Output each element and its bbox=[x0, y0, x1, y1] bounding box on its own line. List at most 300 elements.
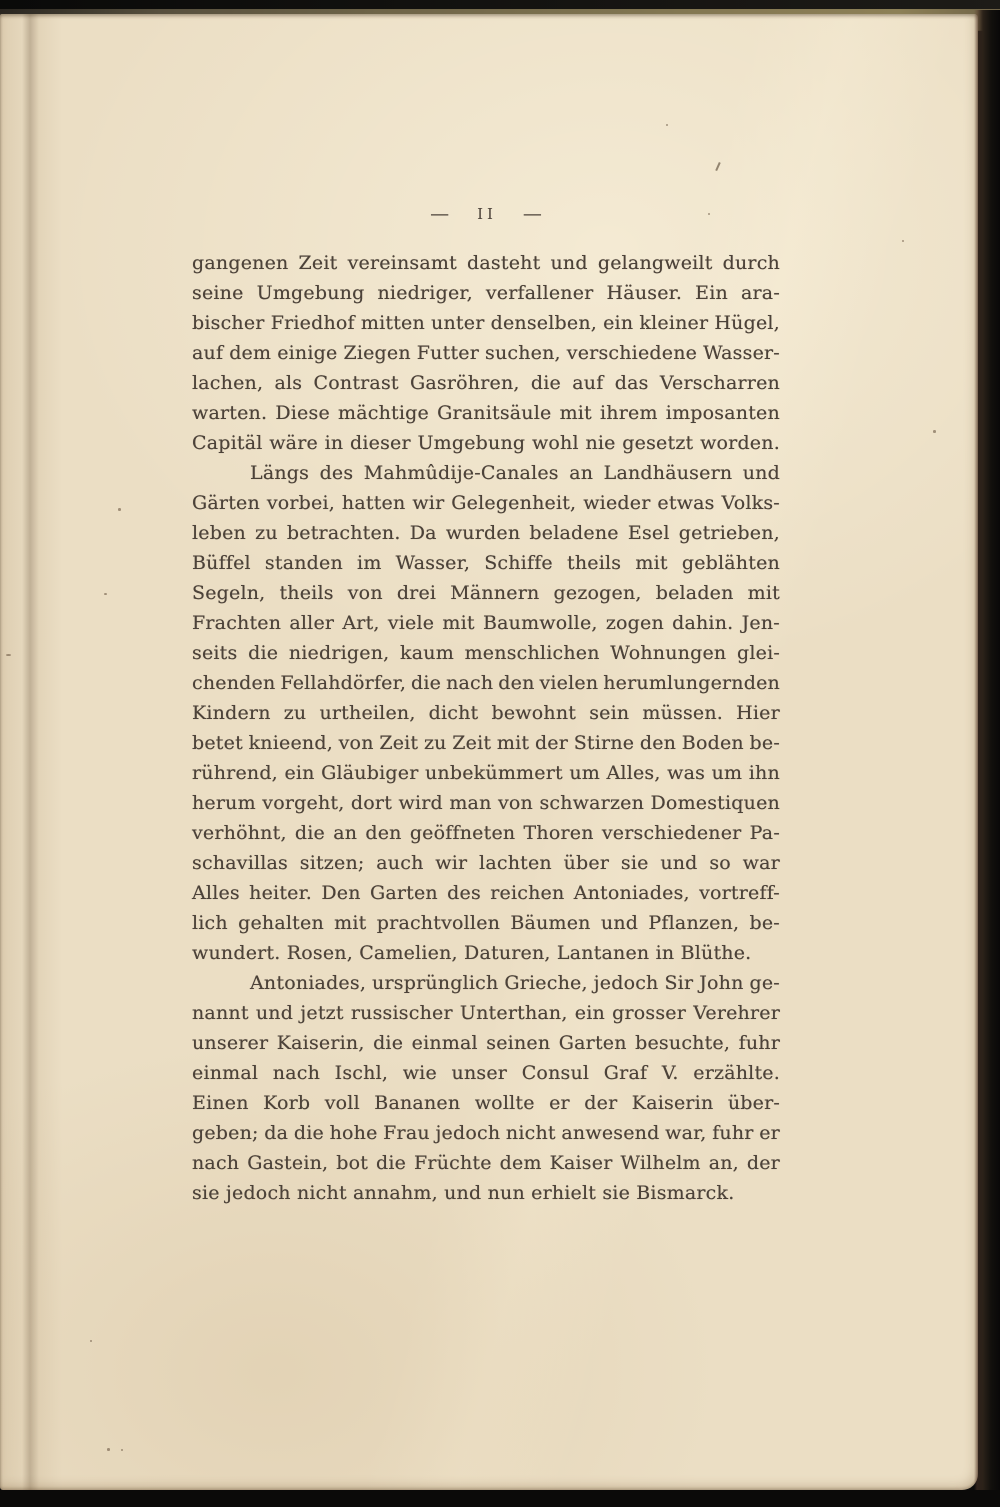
word: theils bbox=[279, 582, 334, 604]
word: gelangweilt bbox=[597, 252, 713, 274]
word: aller bbox=[289, 612, 335, 634]
word: knieend, bbox=[248, 732, 333, 754]
word: dahin. bbox=[672, 612, 734, 634]
text-line bbox=[192, 1118, 780, 1148]
word: geöffneten bbox=[409, 822, 516, 844]
word: Segeln, bbox=[192, 582, 266, 604]
word: den bbox=[365, 822, 402, 844]
word: zu bbox=[255, 522, 278, 544]
text-line bbox=[192, 398, 780, 428]
text-line bbox=[192, 1028, 780, 1058]
word: Zeit bbox=[452, 732, 492, 754]
word: an bbox=[333, 822, 358, 844]
word: auf bbox=[572, 372, 604, 394]
text-line bbox=[192, 578, 780, 608]
paper-speck bbox=[666, 124, 668, 126]
word: Alles bbox=[192, 882, 240, 904]
word: reichen bbox=[490, 882, 565, 904]
word: bischer bbox=[192, 312, 265, 334]
word: Boden bbox=[681, 732, 744, 754]
word: Ziegen bbox=[343, 342, 411, 364]
word: Wasser, bbox=[395, 552, 471, 574]
text-line bbox=[192, 908, 780, 938]
word: und bbox=[742, 462, 780, 484]
paper-speck bbox=[708, 213, 710, 215]
page-number: II bbox=[477, 205, 497, 223]
word: Consul bbox=[521, 1062, 590, 1084]
word: über bbox=[563, 852, 610, 874]
word: Kaiserin, bbox=[276, 1032, 365, 1054]
word: herumlungernden bbox=[603, 672, 780, 694]
word: Frachten bbox=[192, 612, 282, 634]
word: im bbox=[357, 552, 382, 574]
word: durch bbox=[722, 252, 780, 274]
word: theils bbox=[567, 552, 622, 574]
running-head bbox=[192, 199, 780, 229]
word: Früchte bbox=[414, 1152, 492, 1174]
word: kaum bbox=[400, 642, 454, 664]
word: der bbox=[534, 732, 569, 754]
word: Kindern bbox=[192, 702, 271, 724]
word: bot bbox=[336, 1152, 369, 1174]
word: zogen bbox=[605, 612, 664, 634]
word: niedrigen, bbox=[288, 642, 390, 664]
text-line bbox=[192, 1088, 780, 1118]
word: was bbox=[667, 762, 706, 784]
word: Bäumen bbox=[510, 912, 591, 934]
word: so bbox=[709, 852, 731, 874]
word: sitzen; bbox=[299, 852, 365, 874]
text-line bbox=[192, 1148, 780, 1178]
word: Esel bbox=[627, 522, 670, 544]
word: schwarzen bbox=[539, 792, 645, 814]
word: erzählte. bbox=[693, 1062, 780, 1084]
word: Alles, bbox=[606, 762, 661, 784]
word: Jen- bbox=[741, 612, 780, 634]
word: imposanten bbox=[665, 402, 780, 424]
word: Korb bbox=[263, 1092, 311, 1114]
word: verschiedener bbox=[601, 822, 742, 844]
word: mit bbox=[747, 582, 780, 604]
word: Granitsäule bbox=[437, 402, 552, 424]
word: Capitäl bbox=[192, 432, 263, 454]
word: dasteht bbox=[467, 252, 541, 274]
word: zu bbox=[423, 732, 447, 754]
scan-background-top bbox=[0, 0, 1000, 9]
text-line bbox=[192, 758, 780, 788]
word: verschiedene bbox=[566, 342, 698, 364]
word: mächtige bbox=[338, 402, 429, 424]
word: bewohnt bbox=[491, 702, 577, 724]
scan-background-bottom bbox=[0, 1490, 1000, 1507]
word: Verehrer bbox=[693, 1002, 780, 1024]
text-line bbox=[192, 338, 780, 368]
word: suchen, bbox=[485, 342, 561, 364]
word: jetzt bbox=[300, 1002, 344, 1024]
word: auf bbox=[192, 342, 224, 364]
text-line bbox=[192, 548, 780, 578]
word: lich bbox=[192, 912, 228, 934]
word: herum bbox=[192, 792, 256, 814]
text-line bbox=[192, 428, 780, 458]
word: als bbox=[274, 372, 303, 394]
word: Domestiquen bbox=[650, 792, 780, 814]
text-line bbox=[192, 248, 780, 278]
word: sie bbox=[620, 852, 649, 874]
word: geben; bbox=[192, 1122, 259, 1144]
word: um bbox=[569, 762, 600, 784]
text-line bbox=[192, 488, 780, 518]
word: Umgebung bbox=[417, 432, 526, 454]
word: mit bbox=[496, 732, 530, 754]
word: menschlichen bbox=[464, 642, 600, 664]
word: Männern bbox=[450, 582, 540, 604]
word: ihrem bbox=[600, 402, 658, 424]
paper-speck bbox=[107, 1448, 110, 1451]
word: geblähten bbox=[681, 552, 780, 574]
word: über- bbox=[727, 1092, 780, 1114]
paper-speck bbox=[121, 1449, 123, 1451]
word: standen bbox=[264, 552, 343, 574]
word: John bbox=[699, 972, 744, 994]
word: russischer bbox=[350, 1002, 453, 1024]
word: prachtvollen bbox=[376, 912, 501, 934]
word: Wohnungen bbox=[610, 642, 727, 664]
word: die bbox=[530, 372, 561, 394]
text-line bbox=[192, 638, 780, 668]
word: des bbox=[319, 462, 354, 484]
word: denselben, bbox=[490, 312, 597, 334]
word: betrachten. bbox=[286, 522, 401, 544]
word: einige bbox=[277, 342, 338, 364]
book-fore-edge-shadow bbox=[974, 10, 1000, 1507]
word: einmal bbox=[192, 1062, 259, 1084]
word: wie bbox=[402, 1062, 437, 1084]
word: vorbei, bbox=[266, 492, 335, 514]
word: beladen bbox=[655, 582, 734, 604]
word: lachen, bbox=[192, 372, 264, 394]
word: nannt bbox=[192, 1002, 249, 1024]
text-line bbox=[192, 518, 780, 548]
word: Pa- bbox=[749, 822, 780, 844]
word: um bbox=[711, 762, 743, 784]
word: Kaiserin bbox=[631, 1092, 714, 1114]
text-line: sie jedoch nicht annahm, und nun erhielt sie Bismarck. bbox=[192, 1182, 735, 1204]
word: Garten bbox=[558, 1032, 627, 1054]
word: die bbox=[293, 1122, 324, 1144]
word: ein bbox=[603, 312, 634, 334]
word: Ischl, bbox=[334, 1062, 389, 1084]
word: ara- bbox=[740, 282, 780, 304]
word: Da bbox=[409, 522, 437, 544]
word: Stirne bbox=[573, 732, 635, 754]
word: einmal bbox=[411, 1032, 478, 1054]
word: dieser bbox=[350, 432, 411, 454]
word: an bbox=[569, 462, 594, 484]
word: seits bbox=[192, 642, 238, 664]
word: betet bbox=[192, 732, 243, 754]
word: verhöhnt, bbox=[192, 822, 287, 844]
word: Längs bbox=[250, 462, 310, 484]
word: wurden bbox=[445, 522, 521, 544]
word: mit bbox=[635, 552, 668, 574]
word: wäre bbox=[269, 432, 318, 454]
word: unter bbox=[431, 312, 485, 334]
word: dicht bbox=[428, 702, 479, 724]
text-block bbox=[192, 248, 780, 1208]
word: Art, bbox=[342, 612, 380, 634]
word: dem bbox=[499, 1152, 542, 1174]
word: kleiner bbox=[639, 312, 709, 334]
word: Volks- bbox=[721, 492, 780, 514]
word: mit bbox=[559, 402, 592, 424]
word: Gelegenheit, bbox=[451, 492, 577, 514]
paper-speck bbox=[104, 593, 107, 595]
word: Gastein, bbox=[247, 1152, 329, 1174]
word: vereinsamt bbox=[347, 252, 457, 274]
word: war bbox=[742, 852, 780, 874]
word: Garten bbox=[369, 882, 438, 904]
word: vielen bbox=[539, 672, 599, 694]
word: lachten bbox=[479, 852, 552, 874]
word: dort bbox=[350, 792, 393, 814]
word: Bananen bbox=[374, 1092, 461, 1114]
word: fuhr bbox=[712, 1122, 754, 1144]
word: verfallener bbox=[485, 282, 594, 304]
word: Sir bbox=[664, 972, 694, 994]
word: von bbox=[497, 792, 533, 814]
word: Unterthan, bbox=[459, 1002, 568, 1024]
text-line bbox=[192, 1058, 780, 1088]
book-page bbox=[0, 14, 978, 1490]
word: Thoren bbox=[523, 822, 594, 844]
word: und bbox=[550, 252, 588, 274]
word: da bbox=[264, 1122, 289, 1144]
word: Grieche, bbox=[504, 972, 588, 994]
word: etwas bbox=[657, 492, 715, 514]
header-dash-right: — bbox=[522, 203, 542, 225]
word: war, bbox=[665, 1122, 707, 1144]
word: Baumwolle, bbox=[482, 612, 598, 634]
word: Wasser- bbox=[703, 342, 780, 364]
word: be- bbox=[749, 732, 780, 754]
word: Friedhof bbox=[270, 312, 355, 334]
word: Gläubiger bbox=[321, 762, 419, 784]
word: gezogen, bbox=[553, 582, 642, 604]
word: zu bbox=[283, 702, 307, 724]
text-line bbox=[192, 368, 780, 398]
ink-slash-mark bbox=[715, 162, 720, 171]
word: müssen. bbox=[642, 702, 724, 724]
word: Mahmûdije-Canales bbox=[363, 462, 559, 484]
paper-speck bbox=[902, 240, 904, 242]
word: heiter. bbox=[249, 882, 313, 904]
word: Graf bbox=[603, 1062, 648, 1084]
word: seine bbox=[192, 282, 244, 304]
text-line bbox=[192, 848, 780, 878]
text-line bbox=[192, 728, 780, 758]
word: Schiffe bbox=[484, 552, 553, 574]
word: Häuser. bbox=[606, 282, 683, 304]
word: gesetzt bbox=[622, 432, 694, 454]
word: Landhäusern bbox=[603, 462, 733, 484]
word: des bbox=[447, 882, 481, 904]
word: chenden bbox=[192, 672, 276, 694]
word: beladene bbox=[529, 522, 619, 544]
word: seinen bbox=[486, 1032, 551, 1054]
word: voll bbox=[324, 1092, 360, 1114]
word: Büffel bbox=[192, 552, 251, 574]
text-line bbox=[192, 698, 780, 728]
text-line: wundert. Rosen, Camelien, Daturen, Lantanen in Blüthe. bbox=[192, 942, 752, 964]
word: urtheilen, bbox=[319, 702, 416, 724]
word: nach bbox=[446, 672, 494, 694]
text-line bbox=[192, 668, 780, 698]
word: rührend, bbox=[192, 762, 278, 784]
word: gangenen bbox=[192, 252, 289, 274]
word: besuchte, bbox=[635, 1032, 731, 1054]
word: vorgeht, bbox=[262, 792, 345, 814]
word: die bbox=[294, 822, 325, 844]
word: Diese bbox=[275, 402, 330, 424]
word: wieder bbox=[583, 492, 651, 514]
word: wir bbox=[435, 852, 468, 874]
word: unserer bbox=[192, 1032, 269, 1054]
word: warten. bbox=[192, 402, 268, 424]
word: ihn bbox=[748, 762, 780, 784]
word: Hügel, bbox=[714, 312, 780, 334]
word: jedoch bbox=[593, 972, 659, 994]
word: V. bbox=[661, 1062, 679, 1084]
word: an, bbox=[708, 1152, 739, 1174]
word: den bbox=[498, 672, 535, 694]
word: in bbox=[324, 432, 344, 454]
word: mit bbox=[442, 612, 475, 634]
word: mit bbox=[334, 912, 367, 934]
word: schavillas bbox=[192, 852, 288, 874]
word: den bbox=[639, 732, 677, 754]
word: nach bbox=[192, 1152, 240, 1174]
word: sein bbox=[589, 702, 630, 724]
word: Verscharren bbox=[659, 372, 780, 394]
text-line bbox=[192, 878, 780, 908]
word: Wilhelm bbox=[620, 1152, 701, 1174]
word: wir bbox=[412, 492, 445, 514]
word: nicht bbox=[505, 1122, 556, 1144]
word: Contrast bbox=[313, 372, 399, 394]
text-line bbox=[192, 788, 780, 818]
word: der bbox=[746, 1152, 780, 1174]
word: gehalten bbox=[238, 912, 324, 934]
word: und bbox=[255, 1002, 294, 1024]
word: man bbox=[449, 792, 492, 814]
word: die bbox=[248, 642, 279, 664]
word: ursprünglich bbox=[372, 972, 499, 994]
word: Frau bbox=[383, 1122, 430, 1144]
header-dash-left: — bbox=[430, 203, 450, 225]
word: wird bbox=[398, 792, 443, 814]
word: ge- bbox=[749, 972, 780, 994]
word: der bbox=[584, 1092, 618, 1114]
word: auch bbox=[376, 852, 424, 874]
word: Einen bbox=[192, 1092, 249, 1114]
word: dem bbox=[229, 342, 272, 364]
word: und bbox=[660, 852, 698, 874]
word: unser bbox=[451, 1062, 508, 1084]
word: und bbox=[600, 912, 639, 934]
word: viele bbox=[387, 612, 435, 634]
word: be- bbox=[749, 912, 780, 934]
word: die bbox=[373, 1032, 404, 1054]
word: vortreff- bbox=[699, 882, 780, 904]
word: nach bbox=[272, 1062, 321, 1084]
text-line bbox=[192, 998, 780, 1028]
word: Umgebung bbox=[256, 282, 365, 304]
word: ein bbox=[284, 762, 315, 784]
word: Zeit bbox=[298, 252, 338, 274]
word: jedoch bbox=[435, 1122, 501, 1144]
word: Gasröhren, bbox=[410, 372, 520, 394]
text-line bbox=[192, 608, 780, 638]
word: die bbox=[411, 672, 442, 694]
text-line bbox=[192, 278, 780, 308]
word: worden. bbox=[700, 432, 780, 454]
word: wollte bbox=[474, 1092, 535, 1114]
word: wohl bbox=[531, 432, 579, 454]
word: hohe bbox=[329, 1122, 378, 1144]
word: hatten bbox=[341, 492, 406, 514]
word: nie bbox=[585, 432, 616, 454]
text-line bbox=[192, 818, 780, 848]
word: Den bbox=[321, 882, 361, 904]
word: fuhr bbox=[738, 1032, 780, 1054]
word: glei- bbox=[737, 642, 780, 664]
word: Futter bbox=[416, 342, 480, 364]
paper-speck bbox=[118, 508, 121, 511]
word: Hier bbox=[736, 702, 780, 724]
word: von bbox=[347, 582, 383, 604]
word: drei bbox=[396, 582, 437, 604]
paper-speck bbox=[90, 1340, 92, 1342]
word: niedriger, bbox=[377, 282, 473, 304]
word: ein bbox=[574, 1002, 605, 1024]
text-line bbox=[192, 968, 780, 998]
word: leben bbox=[192, 522, 246, 544]
word: anwesend bbox=[561, 1122, 660, 1144]
paper-speck bbox=[6, 654, 11, 656]
word: Fellahdörfer, bbox=[280, 672, 407, 694]
text-line bbox=[192, 308, 780, 338]
word: das bbox=[614, 372, 649, 394]
word: Ein bbox=[695, 282, 728, 304]
word: Pflanzen, bbox=[648, 912, 740, 934]
word: mitten bbox=[360, 312, 425, 334]
word: getrieben, bbox=[678, 522, 780, 544]
word: grosser bbox=[612, 1002, 687, 1024]
word: unbekümmert bbox=[425, 762, 563, 784]
paper-speck bbox=[933, 430, 936, 433]
word: Antoniades, bbox=[250, 972, 367, 994]
text-line bbox=[192, 458, 780, 488]
word: Kaiser bbox=[549, 1152, 613, 1174]
word: er bbox=[759, 1122, 780, 1144]
word: Gärten bbox=[192, 492, 260, 514]
word: die bbox=[376, 1152, 407, 1174]
word: Antoniades, bbox=[573, 882, 690, 904]
word: Zeit bbox=[379, 732, 419, 754]
word: er bbox=[549, 1092, 570, 1114]
word: von bbox=[338, 732, 374, 754]
